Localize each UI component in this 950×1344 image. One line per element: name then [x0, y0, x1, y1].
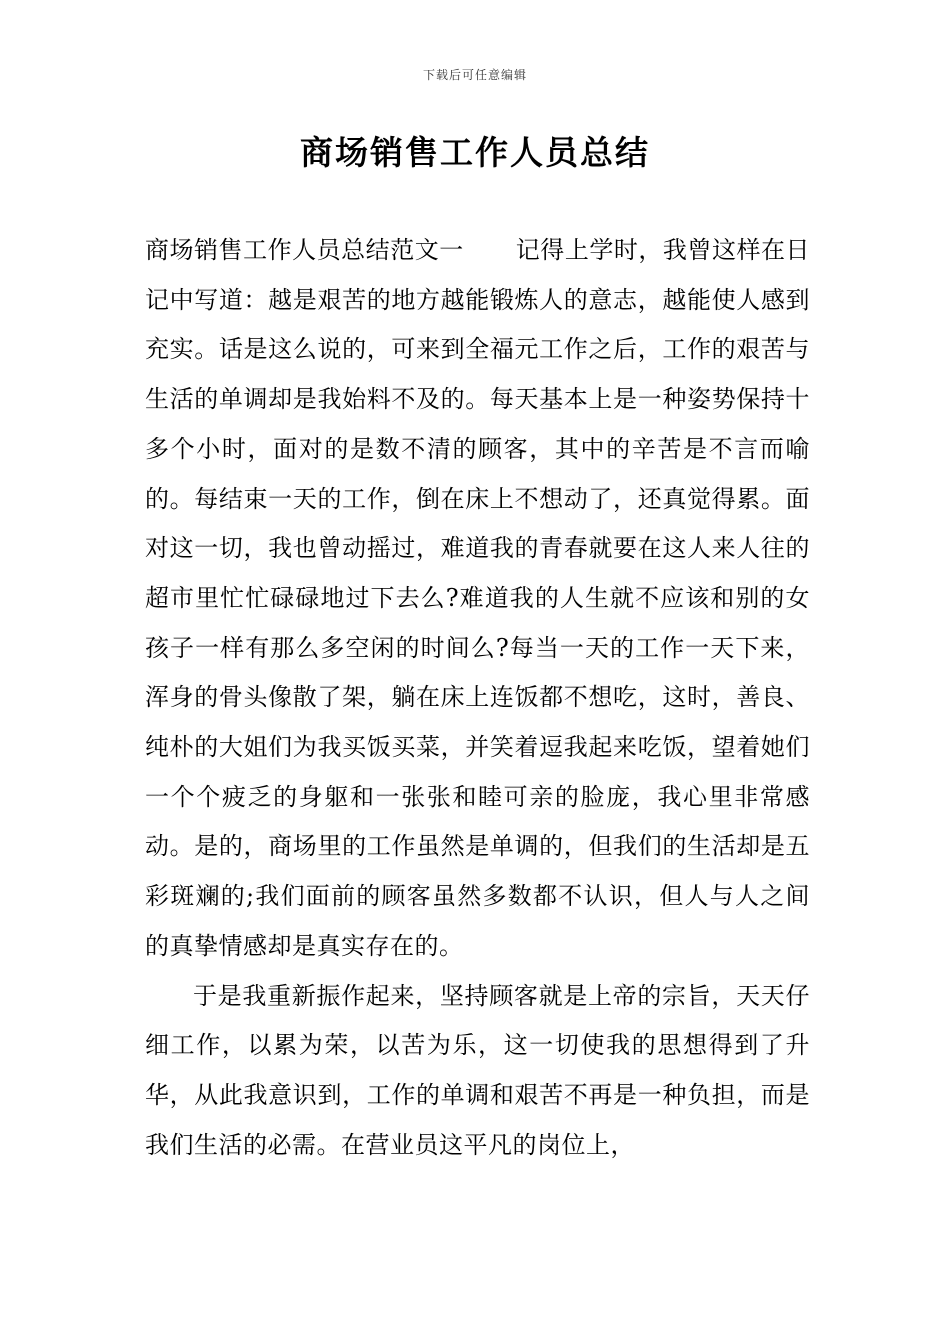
document-body — [145, 226, 810, 1170]
paragraph-2: 于是我重新振作起来，坚持顾客就是上帝的宗旨，天天仔细工作，以累为荣，以苦为乐，这一切使我的思想得到了升华，从此我意识到，工作的单调和艰苦不再是一种负担，而是我们生活的必需。在营业员这平凡的岗位上， — [145, 981, 810, 1159]
document-title: 商场销售工作人员总结 — [300, 133, 650, 172]
paragraph-1 — [145, 226, 810, 972]
paragraph-text: 记得上学时，我曾这样在日记中写道：越是艰苦的地方越能锻炼人的意志，越能使人感到充实。话是这么说的，可来到全福元工作之后，工作的艰苦与生活的单调却是我始料不及的。每天基本上是一种姿势保持十多个小时，面对的是数不清的顾客，其中的辛苦是不言而喻的。每结束一天的工作，倒在床上不想动了，还真觉得累。面对这一切，我也曾动摇过，难道我的青春就要在这人来人往的超市里忙忙碌碌地过下去么?难道我的人生就不应该和别的女孩子一样有那么多空闲的时间么?每当一天的工作一天下来，浑身的骨头像散了架，躺在床上连饭都不想吃，这时，善良、纯朴的大姐们为我买饭买菜，并笑着逗我起来吃饭，望着她们一个个疲乏的身躯和一张张和睦可亲的脸庞，我心里非常感动。是的，商场里的工作虽然是单调的，但我们的生活却是五彩斑斓的;我们面前的顾客虽然多数都不认识，但人与人之间的真挚情感却是真实存在的。 — [145, 236, 811, 960]
header-note: 下载后可任意编辑 — [422, 68, 527, 82]
paragraph-lead: 商场销售工作人员总结范文一 — [145, 236, 464, 264]
